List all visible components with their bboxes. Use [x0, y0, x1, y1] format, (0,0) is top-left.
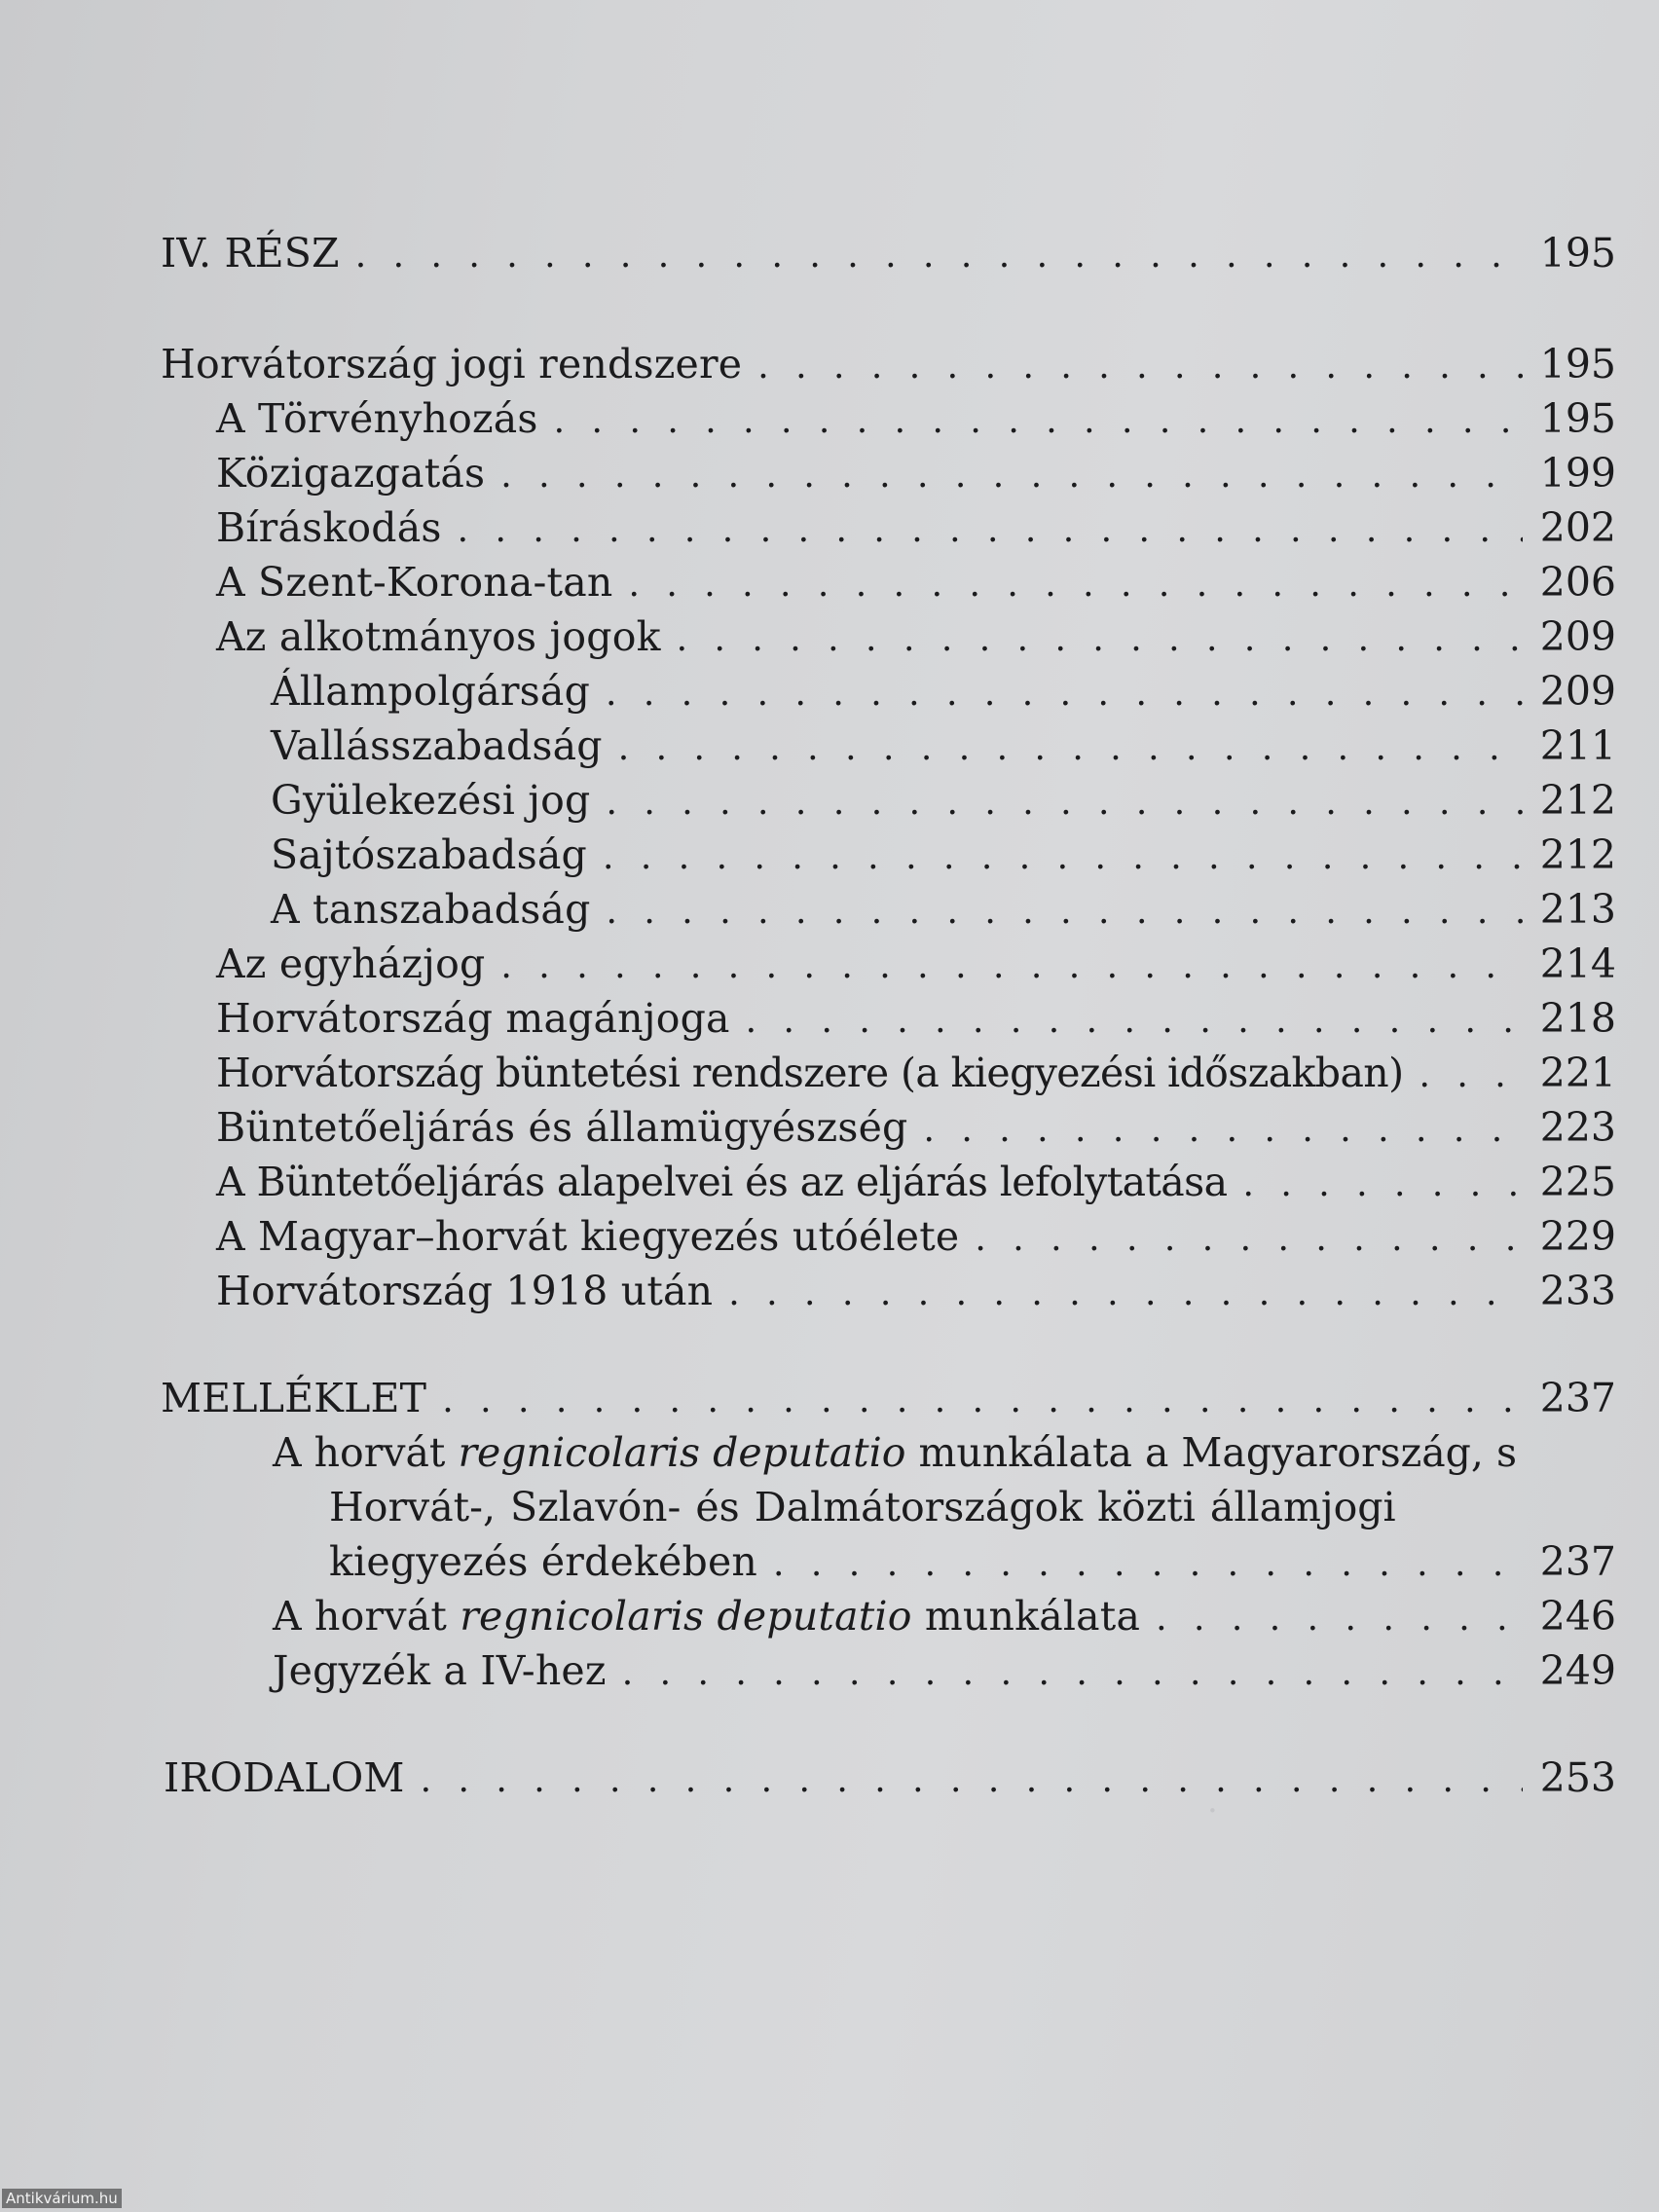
- toc-entry-title: A Szent-Korona-tan: [216, 559, 613, 606]
- toc-entry: [216, 995, 1616, 1042]
- toc-entry-title: Jegyzék a IV-hez: [273, 1647, 607, 1694]
- toc-entry-page: 233: [1539, 1268, 1616, 1314]
- toc-entry-title: Közigazgatás: [216, 450, 486, 497]
- toc-entry: [216, 613, 1616, 660]
- toc-entry: [216, 1159, 1616, 1205]
- toc-entry: [271, 668, 1616, 715]
- leader-dots: [975, 1222, 1522, 1257]
- leader-dots: [677, 622, 1523, 657]
- text-segment: A horvát: [273, 1429, 459, 1476]
- toc-entry-page: 199: [1539, 450, 1616, 497]
- leader-dots: [773, 1547, 1523, 1582]
- toc-entry-page: 212: [1539, 777, 1616, 824]
- toc-entry-page: 213: [1539, 886, 1616, 933]
- toc-entry: [273, 1647, 1616, 1694]
- toc-entry-title: A tanszabadság: [271, 886, 591, 933]
- toc-entry: [271, 831, 1616, 878]
- leader-dots: [442, 1383, 1523, 1419]
- text-segment: munkálata: [911, 1593, 1141, 1640]
- toc-entry: [216, 504, 1616, 551]
- leader-dots: [1156, 1602, 1523, 1637]
- toc-entry-title: Az alkotmányos jogok: [216, 613, 661, 660]
- toc-entry-page: 221: [1539, 1050, 1616, 1096]
- toc-entry-title: IRODALOM: [164, 1754, 405, 1801]
- toc-entry-page: 229: [1539, 1213, 1616, 1260]
- toc-entry-page: 206: [1539, 559, 1616, 606]
- leader-dots: [628, 568, 1522, 603]
- leader-dots: [458, 513, 1523, 548]
- toc-entry-page: 195: [1539, 230, 1616, 276]
- toc-entry-page: 195: [1539, 341, 1616, 387]
- toc-entry: [271, 886, 1616, 933]
- italic-segment: regnicolaris deputatio: [460, 1593, 912, 1640]
- toc-entry-title: MELLÉKLET: [161, 1375, 427, 1421]
- toc-entry-page: 214: [1539, 940, 1616, 987]
- toc-entry-title: Horvátország 1918 után: [216, 1268, 714, 1314]
- leader-dots: [603, 840, 1523, 875]
- leader-dots: [554, 404, 1523, 439]
- leader-dots: [355, 239, 1523, 274]
- text-segment: munkálata a Magyarország, s: [905, 1429, 1518, 1476]
- toc-entry-page: 246: [1539, 1593, 1616, 1640]
- leader-dots: [606, 677, 1523, 712]
- leader-dots: [500, 459, 1522, 494]
- toc-entry-main: [161, 341, 1616, 387]
- toc-entry-title: A Törvényhozás: [216, 395, 538, 442]
- toc-entry: [271, 722, 1616, 769]
- toc-entry-page: 249: [1539, 1647, 1616, 1694]
- leader-dots: [728, 1276, 1522, 1311]
- toc-entry-page: 211: [1539, 722, 1616, 769]
- toc-entry: [216, 1050, 1616, 1096]
- leader-dots: [622, 1656, 1523, 1691]
- leader-dots: [746, 1004, 1523, 1039]
- toc-entry-page: 212: [1539, 831, 1616, 878]
- toc-entry-multiline-line3: [329, 1538, 1616, 1585]
- toc-entry-page: 223: [1539, 1104, 1616, 1151]
- toc-entry-title: Horvátország büntetési rendszere (a kiegyezési időszakban): [216, 1050, 1404, 1096]
- toc-entry-title: Büntetőeljárás és államügyészség: [216, 1104, 908, 1151]
- toc-entry: [271, 777, 1616, 824]
- toc-entry: [216, 450, 1616, 497]
- toc-entry-title: Horvátország jogi rendszere: [161, 341, 743, 387]
- toc-entry-title: [273, 1593, 1141, 1640]
- show-through-text: ·: [1207, 1791, 1218, 1830]
- toc-entry-irodalom: [164, 1754, 1616, 1801]
- leader-dots: [500, 949, 1522, 984]
- toc-entry: [216, 1213, 1616, 1260]
- watermark: Antikvárium.hu: [2, 2189, 122, 2208]
- toc-entry-page: 225: [1539, 1159, 1616, 1205]
- toc-entry-page: 209: [1539, 613, 1616, 660]
- toc-entry-page: 195: [1539, 395, 1616, 442]
- leader-dots: [618, 731, 1523, 766]
- toc-entry-title: Az egyházjog: [216, 940, 486, 987]
- leader-dots: [1242, 1167, 1522, 1202]
- toc-entry-title: A Büntetőeljárás alapelvei és az eljárás lefolytatása: [216, 1159, 1228, 1205]
- toc-entry: [216, 559, 1616, 606]
- leader-dots: [607, 895, 1523, 930]
- toc-entry-page: 218: [1539, 995, 1616, 1042]
- toc-entry: [273, 1593, 1616, 1640]
- toc-entry-melleklet: [161, 1375, 1616, 1421]
- italic-segment: regnicolaris deputatio: [458, 1429, 906, 1476]
- leader-dots: [421, 1763, 1523, 1798]
- toc-entry: [216, 940, 1616, 987]
- toc-entry-page: 202: [1539, 504, 1616, 551]
- toc-entry-title: IV. RÉSZ: [161, 230, 340, 276]
- leader-dots: [757, 350, 1522, 385]
- toc-entry-page: 237: [1539, 1538, 1616, 1585]
- toc-entry: [216, 1268, 1616, 1314]
- toc-entry-part4: [161, 230, 1616, 276]
- toc-entry-title: Gyülekezési jog: [271, 777, 591, 824]
- text-segment: A horvát: [273, 1593, 461, 1640]
- leader-dots: [607, 786, 1523, 821]
- leader-dots: [1419, 1058, 1522, 1093]
- toc-entry-page: 253: [1539, 1754, 1616, 1801]
- toc-entry-page: 209: [1539, 668, 1616, 715]
- toc-entry-title: Horvátország magánjoga: [216, 995, 730, 1042]
- toc-entry-title: Állampolgárság: [271, 668, 591, 715]
- toc-entry-title: kiegyezés érdekében: [329, 1538, 758, 1585]
- toc-entry-multiline-line2: [329, 1484, 1396, 1530]
- leader-dots: [924, 1113, 1523, 1148]
- toc-entry-title: Bíráskodás: [216, 504, 442, 551]
- toc-entry-title: A Magyar–horvát kiegyezés utóélete: [216, 1213, 960, 1260]
- text-segment: Horvát-, Szlavón- és Dalmátországok közti államjogi: [329, 1484, 1396, 1530]
- toc-entry: [216, 1104, 1616, 1151]
- toc-entry-title: Sajtószabadság: [271, 831, 587, 878]
- toc-entry-title: Vallásszabadság: [271, 722, 603, 769]
- toc-entry-page: 237: [1539, 1375, 1616, 1421]
- toc-entry-multiline-line1: [273, 1429, 1518, 1476]
- toc-entry: [216, 395, 1616, 442]
